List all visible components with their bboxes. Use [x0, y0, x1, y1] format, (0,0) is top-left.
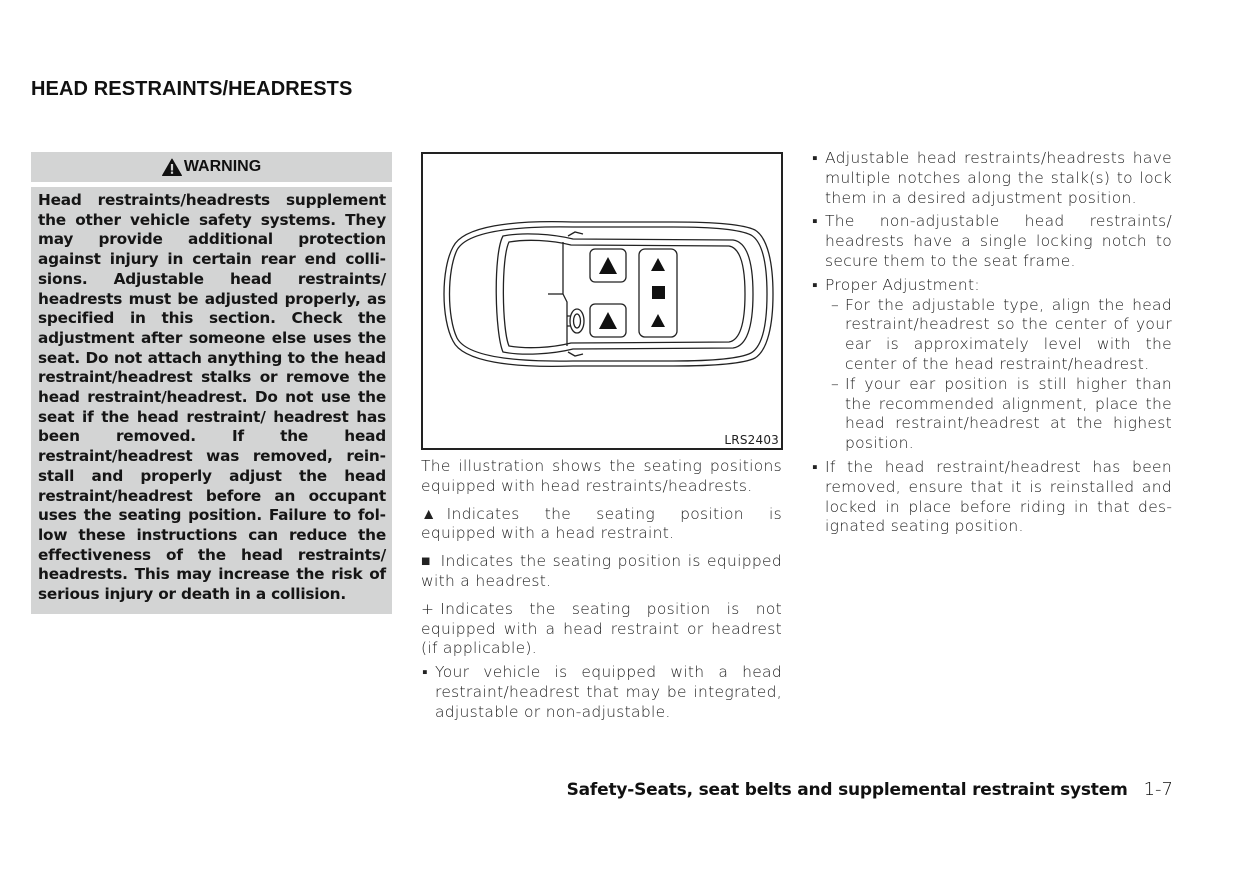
bullet-icon: ▪ — [812, 275, 818, 294]
list-item: ▪ The non-adjustable head restraints/ headrests have a single locking notch to secure them to the seat frame. — [812, 212, 1172, 270]
list-item: ▪ If the head restraint/headrest has been removed, ensure that it is reinstalled and locked in place before riding in that designated seating position. — [812, 457, 1172, 536]
chapter-title: Safety-Seats, seat belts and supplemental restraint system — [566, 780, 1128, 800]
warning-triangle-icon — [162, 158, 182, 176]
warning-text: Head restraints/headrests supplement the other vehicle safety systems. They may provide additional protection against injury in certain rear end collisions. Adjustable head restraints/ headrests must be adjusted properly, as specified in this section. Check the adjustment after someone else uses the seat. Do not attach anything to the head restraint/headrest stalks or remove the head restraint/headrest. Do not use the seat if the head restraint/ headrest has been removed. If the head restraint/headrest was removed, reinstall and properly adjust the head restraint/headrest before an occupant uses the seating position. Failure to follow these instructions can reduce the effectiveness of the head restraints/ headrests. This may increase the risk of serious injury or death in a collision. — [38, 191, 386, 604]
page-footer — [567, 779, 1173, 800]
warning-body — [31, 187, 392, 614]
legend-item-head-restraint: ▲ Indicates the seating position is equipped with a head restraint. — [421, 504, 782, 543]
sub-list-item: – If your ear position is still higher than the recommended alignment, place the head restraint/headrest at the highest position. — [831, 374, 1172, 453]
warning-header — [31, 152, 392, 182]
figure-code: LRS2403 — [724, 433, 779, 447]
bullet-icon: ▪ — [812, 457, 818, 476]
illustration-intro: The illustration shows the seating positions equipped with head restraints/headrests. — [421, 457, 782, 495]
list-item: ▪ Your vehicle is equipped with a head restraint/headrest that may be integrated, adjustable or non-adjustable. — [422, 663, 782, 721]
page-number: 1-7 — [1143, 779, 1173, 800]
dash-icon: – — [831, 295, 840, 314]
legend-item-headrest: ■ Indicates the seating position is equipped with a headrest. — [421, 552, 782, 590]
triangle-symbol-icon: ▲ — [421, 504, 437, 523]
bullet-icon: ▪ — [422, 663, 428, 682]
dash-icon: – — [831, 374, 840, 393]
vehicle-seating-illustration — [421, 152, 783, 450]
bullet-icon: ▪ — [812, 149, 818, 167]
plus-symbol-icon: + — [421, 599, 435, 618]
list-item: ▪ Adjustable head restraints/headrests have multiple notches along the stalk(s) to lock them in a desired adjustment position. — [812, 149, 1172, 207]
section-title: HEAD RESTRAINTS/HEADRESTS — [31, 78, 353, 100]
warning-label: WARNING — [183, 158, 262, 175]
sub-list-item: – For the adjustable type, align the head restraint/headrest so the center of your ear is approximately level with the center of the head restraint/headrest. — [831, 295, 1172, 373]
list-item: ▪ Proper Adjustment: — [812, 275, 980, 294]
illustration-legend-column — [421, 457, 782, 723]
bullet-icon: ▪ — [812, 212, 818, 231]
legend-item-none: + Indicates the seating position is not equipped with a head restraint or headrest (if applicable). — [421, 599, 782, 658]
seat-symbols — [599, 257, 665, 329]
adjustment-info-column — [811, 149, 1172, 537]
square-symbol-icon: ■ — [421, 552, 431, 571]
vehicle-top-view-diagram — [423, 154, 781, 448]
